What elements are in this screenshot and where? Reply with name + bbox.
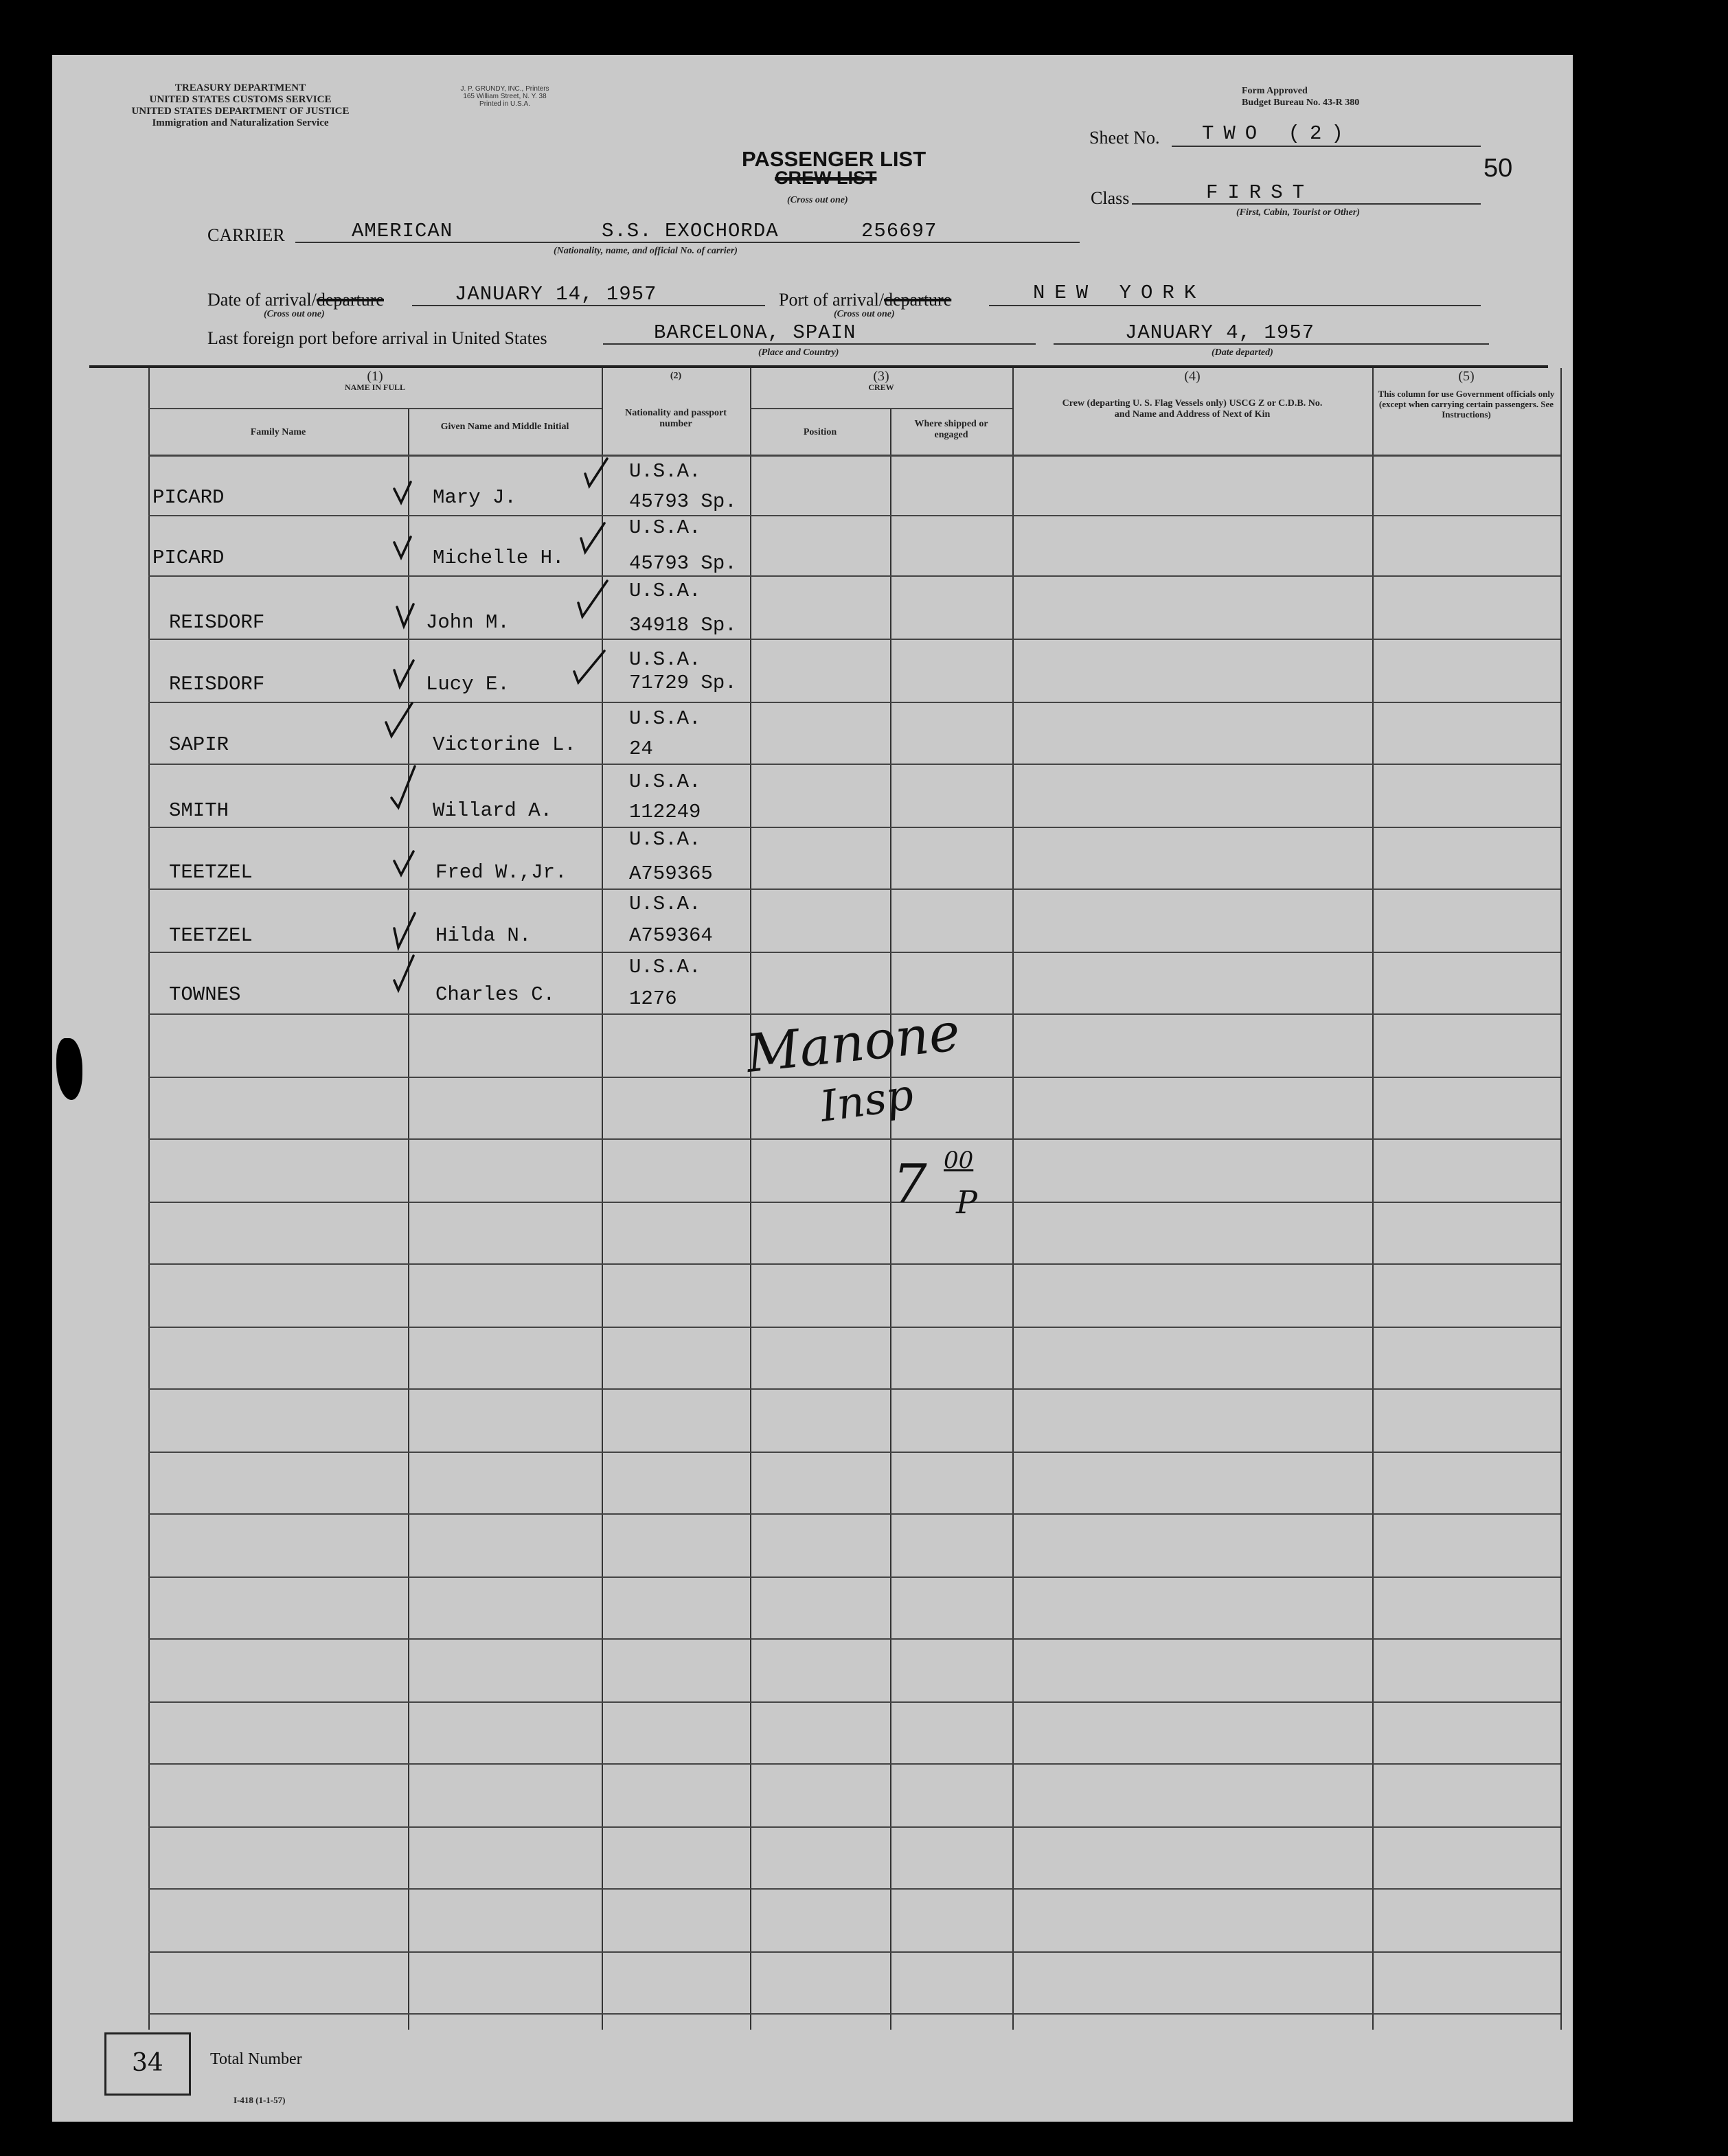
col4-number: (4) <box>1184 369 1201 384</box>
printer-line: 165 William Street, N. Y. 38 <box>463 93 547 100</box>
departed-value: JANUARY 4, 1957 <box>1125 321 1315 344</box>
date-crossed-text: departure <box>316 290 384 310</box>
family-name: REISDORF <box>169 611 265 634</box>
total-value: 34 <box>132 2049 163 2077</box>
nationality: U.S.A. <box>629 893 701 915</box>
port-crossed-text: departure <box>884 290 952 310</box>
passport-number: 112249 <box>629 801 701 823</box>
agency-line: UNITED STATES CUSTOMS SERVICE <box>149 94 332 105</box>
title-caption: (Cross out one) <box>787 195 848 205</box>
col3-title: CREW <box>868 382 894 392</box>
last-port-value: BARCELONA, SPAIN <box>654 321 856 344</box>
col3b-heading: Where shipped or engaged <box>914 419 988 440</box>
form-code: I-418 (1-1-57) <box>234 2095 286 2105</box>
time-main: 7 <box>893 1154 927 1215</box>
agency-line: UNITED STATES DEPARTMENT OF JUSTICE <box>131 106 350 117</box>
passport-number: 24 <box>629 737 653 760</box>
family-name: TOWNES <box>169 983 241 1006</box>
passport-number: A759365 <box>629 862 713 885</box>
nationality: U.S.A. <box>629 460 701 483</box>
class-value: FIRST <box>1206 181 1315 204</box>
date-value: JANUARY 14, 1957 <box>455 283 657 306</box>
check-mark <box>574 651 604 683</box>
passport-number: 71729 Sp. <box>629 672 737 694</box>
given-name: Michelle H. <box>433 547 565 569</box>
budget-bureau-text: Budget Bureau No. 43-R 380 <box>1242 98 1360 108</box>
check-mark <box>397 604 413 626</box>
class-caption: (First, Cabin, Tourist or Other) <box>1236 207 1360 218</box>
col1-number: (1) <box>367 369 383 384</box>
total-label: Total Number <box>210 2050 302 2068</box>
col5-number: (5) <box>1458 369 1475 384</box>
check-mark <box>394 482 411 503</box>
family-name: TEETZEL <box>169 861 253 884</box>
given-name: Willard A. <box>433 799 553 822</box>
last-port-label: Last foreign port before arrival in United States <box>207 328 547 348</box>
nationality: U.S.A. <box>629 516 701 539</box>
col1-title: NAME IN FULL <box>344 382 405 392</box>
date-caption: (Cross out one) <box>264 309 325 319</box>
printer-line: Printed in U.S.A. <box>479 100 530 108</box>
time-period: P <box>956 1184 977 1221</box>
nationality: U.S.A. <box>629 956 701 978</box>
carrier-number: 256697 <box>861 220 937 242</box>
given-name: Victorine L. <box>433 733 576 756</box>
port-label-text: Port of arrival/ <box>779 290 885 310</box>
given-name: Fred W.,Jr. <box>435 861 567 884</box>
col1b-heading: Given Name and Middle Initial <box>440 422 569 432</box>
check-mark <box>394 537 411 558</box>
port-value: NEW YORK <box>1033 282 1206 304</box>
col2-number: (2) <box>670 371 682 381</box>
family-name: REISDORF <box>169 673 265 696</box>
inspector-title: Insp <box>817 1068 917 1132</box>
passport-number: 34918 Sp. <box>629 614 737 637</box>
col4-heading: Crew (departing U. S. Flag Vessels only) USCG Z or C.D.B. No. and Name and Address of Next of Kin <box>1062 398 1323 420</box>
time-superscript: 00 <box>944 1147 974 1174</box>
col2-heading: Nationality and passport number <box>625 408 727 429</box>
printer-line: J. P. GRUNDY, INC., Printers <box>460 85 549 93</box>
family-name: SAPIR <box>169 733 229 756</box>
sheet-value: TWO (2) <box>1202 122 1353 145</box>
nationality: U.S.A. <box>629 580 701 602</box>
given-name: Lucy E. <box>426 673 510 696</box>
given-name: Mary J. <box>433 486 516 509</box>
passport-number: 45793 Sp. <box>629 552 737 575</box>
nationality: U.S.A. <box>629 707 701 730</box>
inspector-signature: Manone <box>743 1000 963 1085</box>
check-mark <box>578 581 607 617</box>
carrier-label: CARRIER <box>207 225 285 245</box>
check-mark <box>585 459 607 486</box>
check-mark <box>394 661 413 687</box>
form-approved-text: Form Approved <box>1242 86 1308 96</box>
class-label: Class <box>1091 188 1130 208</box>
carrier-nationality: AMERICAN <box>352 220 453 242</box>
family-name: PICARD <box>152 547 225 569</box>
check-mark <box>391 766 415 807</box>
check-mark <box>394 851 413 875</box>
sheet-label: Sheet No. <box>1089 128 1160 148</box>
passport-number: A759364 <box>629 924 713 947</box>
family-name: TEETZEL <box>169 924 253 947</box>
col3a-heading: Position <box>803 427 837 437</box>
given-name: Hilda N. <box>435 924 532 947</box>
family-name: PICARD <box>152 486 225 509</box>
agency-line: TREASURY DEPARTMENT <box>174 82 306 93</box>
given-name: Charles C. <box>435 983 556 1006</box>
passport-number: 45793 Sp. <box>629 490 737 513</box>
nationality: U.S.A. <box>629 770 701 793</box>
departed-caption: (Date departed) <box>1212 347 1273 358</box>
family-name: SMITH <box>169 799 229 822</box>
carrier-caption: (Nationality, name, and official No. of carrier) <box>554 246 738 256</box>
check-mark <box>394 956 413 990</box>
check-mark <box>386 703 412 736</box>
col5-heading: This column for use Government officials only (except when carrying certain passengers. See Instructions) <box>1378 389 1555 420</box>
nationality: U.S.A. <box>629 828 701 851</box>
col3-number: (3) <box>873 369 889 384</box>
agency-line: Immigration and Naturalization Service <box>152 117 329 128</box>
form-title: PASSENGER LIST <box>742 147 926 171</box>
carrier-name: S.S. EXOCHORDA <box>602 220 779 242</box>
nationality: U.S.A. <box>629 648 701 671</box>
col1a-heading: Family Name <box>250 427 306 437</box>
check-mark <box>394 913 415 948</box>
passport-number: 1276 <box>629 987 677 1010</box>
port-caption: (Cross out one) <box>834 309 895 319</box>
date-label-text: Date of arrival/ <box>207 290 317 310</box>
check-mark <box>581 523 604 552</box>
page-number: 50 <box>1483 154 1513 183</box>
given-name: John M. <box>426 611 510 634</box>
last-port-caption: (Place and Country) <box>758 347 839 358</box>
form-title-crossed: CREW LIST <box>775 168 877 188</box>
